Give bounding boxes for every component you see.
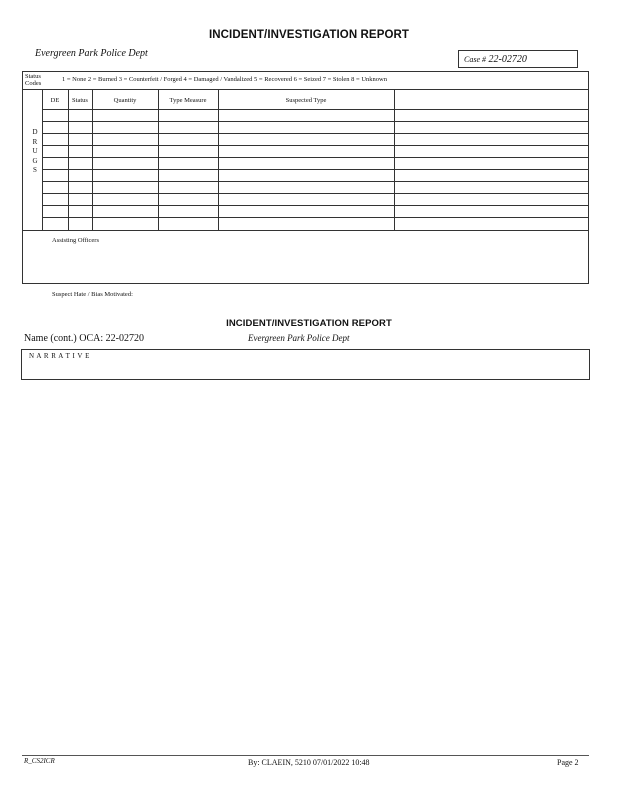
status-codes-row: [22, 71, 589, 90]
side-letter: G: [32, 156, 38, 165]
second-report-title: INCIDENT/INVESTIGATION REPORT: [226, 318, 392, 329]
col-header-quantity: Quantity: [113, 97, 137, 104]
side-letter: S: [33, 166, 37, 174]
second-agency-name: Evergreen Park Police Dept: [248, 333, 350, 343]
col-header-status: Status: [72, 97, 88, 104]
narrative-box: [21, 349, 590, 380]
col-header-suspected-type: Suspected Type: [285, 97, 327, 104]
side-letter: R: [32, 137, 38, 146]
status-codes-list: 1 = None 2 = Burned 3 = Counterfeit / Forged 4 = Damaged / Vandalized 5 = Recovered 6 = Seized 7 = Stolen 8 = Unknown: [62, 76, 387, 83]
side-letter: U: [32, 147, 38, 155]
assisting-officers-label: Assisting Officers: [52, 237, 100, 244]
report-title: INCIDENT/INVESTIGATION REPORT: [208, 29, 410, 41]
name-continued-line: Name (cont.) OCA: 22-02720: [24, 333, 144, 344]
status-codes-label: Status Codes: [25, 73, 42, 87]
case-number: 22-02720: [488, 54, 527, 65]
drug-table: [22, 90, 589, 231]
footer-divider: [22, 755, 589, 756]
agency-name: Evergreen Park Police Dept: [35, 48, 148, 59]
form-id: R_CS2ICR: [24, 757, 55, 765]
case-number-box: [458, 50, 578, 68]
page-number: Page 2: [557, 758, 579, 767]
col-header-de: DE: [50, 97, 60, 104]
side-letter: D: [32, 128, 38, 136]
printed-by: By: CLAEIN, 5210 07/01/2022 10:48: [248, 758, 370, 767]
drugs-side-label: [30, 128, 40, 176]
col-header-type-measure: Type Measure: [169, 97, 207, 104]
suspect-hate-bias-label: Suspect Hate / Bias Motivated:: [52, 291, 133, 298]
case-label: Case #: [464, 55, 486, 64]
narrative-label: N A R R A T I V E: [29, 352, 90, 360]
